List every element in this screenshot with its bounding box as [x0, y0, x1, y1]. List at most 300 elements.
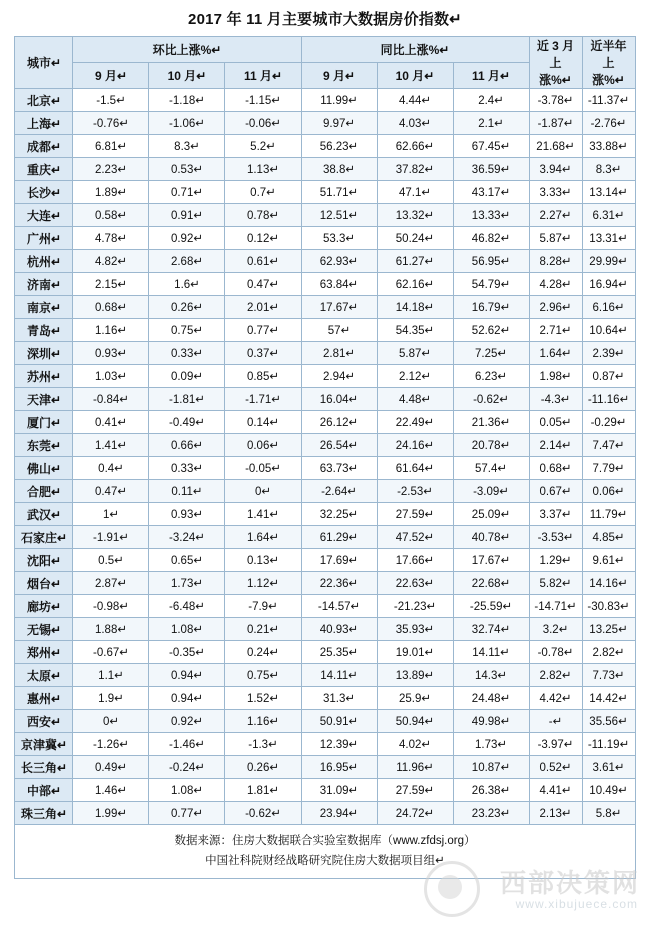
row-value: 0.09↵: [149, 365, 225, 388]
row-value: 4.78↵: [73, 227, 149, 250]
table-row: [15, 526, 635, 549]
row-value: 16.04↵: [301, 388, 377, 411]
table-row: [15, 181, 635, 204]
row-value: 1.29↵: [529, 549, 582, 572]
row-value: 2.94↵: [301, 365, 377, 388]
row-value: 4.03↵: [377, 112, 453, 135]
header-yoy-oct: 10 月↵: [377, 63, 453, 89]
row-value: 12.39↵: [301, 733, 377, 756]
header-group-mom: 环比上涨%↵: [73, 37, 301, 63]
row-value: 0.7↵: [225, 181, 301, 204]
row-value: 1.1↵: [73, 664, 149, 687]
row-value: 4.41↵: [529, 779, 582, 802]
header-row-1: [15, 37, 635, 63]
row-value: 5.87↵: [377, 342, 453, 365]
table-row: [15, 411, 635, 434]
row-value: 51.71↵: [301, 181, 377, 204]
row-value: 1.08↵: [149, 779, 225, 802]
row-value: 9.97↵: [301, 112, 377, 135]
row-value: 16.95↵: [301, 756, 377, 779]
row-value: 0.4↵: [73, 457, 149, 480]
row-value: 2.81↵: [301, 342, 377, 365]
row-value: 0.77↵: [225, 319, 301, 342]
row-value: 0.11↵: [149, 480, 225, 503]
page-title: 2017 年 11 月主要城市大数据房价指数↵: [188, 11, 462, 28]
row-value: 4.48↵: [377, 388, 453, 411]
row-value: 24.72↵: [377, 802, 453, 825]
row-value: 61.27↵: [377, 250, 453, 273]
row-value: 0.06↵: [582, 480, 635, 503]
footer-row: [15, 825, 635, 879]
row-value: 24.16↵: [377, 434, 453, 457]
row-value: 8.28↵: [529, 250, 582, 273]
row-value: 1.08↵: [149, 618, 225, 641]
row-value: 4.82↵: [73, 250, 149, 273]
row-value: -1.46↵: [149, 733, 225, 756]
row-value: 13.33↵: [453, 204, 529, 227]
row-value: -0.35↵: [149, 641, 225, 664]
row-value: 16.94↵: [582, 273, 635, 296]
row-city: 无锡↵: [15, 618, 73, 641]
row-value: 5.2↵: [225, 135, 301, 158]
row-value: 2.1↵: [453, 112, 529, 135]
row-value: -0.67↵: [73, 641, 149, 664]
row-value: 0.37↵: [225, 342, 301, 365]
header-3month-line2: 上涨%↵: [539, 56, 572, 87]
row-city: 长三角↵: [15, 756, 73, 779]
row-city: 北京↵: [15, 89, 73, 112]
row-value: 0.91↵: [149, 204, 225, 227]
row-value: -0.84↵: [73, 388, 149, 411]
row-value: 33.88↵: [582, 135, 635, 158]
row-value: 6.16↵: [582, 296, 635, 319]
row-value: 1.46↵: [73, 779, 149, 802]
row-value: 2.39↵: [582, 342, 635, 365]
row-value: 27.59↵: [377, 779, 453, 802]
row-value: 1.16↵: [73, 319, 149, 342]
row-value: 22.63↵: [377, 572, 453, 595]
row-value: 22.49↵: [377, 411, 453, 434]
row-city: 大连↵: [15, 204, 73, 227]
row-value: 0.47↵: [225, 273, 301, 296]
table-row: [15, 319, 635, 342]
row-value: 6.23↵: [453, 365, 529, 388]
data-source-line1: 数据来源：住房大数据联合实验室数据库（www.zfdsj.org）: [174, 835, 476, 847]
table-row: [15, 572, 635, 595]
row-city: 青岛↵: [15, 319, 73, 342]
header-mom-sep: 9 月↵: [73, 63, 149, 89]
table-row: [15, 365, 635, 388]
row-value: 8.3↵: [149, 135, 225, 158]
data-source-note: [15, 825, 635, 879]
row-value: -11.37↵: [582, 89, 635, 112]
row-value: 16.79↵: [453, 296, 529, 319]
row-value: 0.94↵: [149, 664, 225, 687]
table-row: [15, 135, 635, 158]
row-value: -0.76↵: [73, 112, 149, 135]
row-value: 50.91↵: [301, 710, 377, 733]
row-value: 0.93↵: [149, 503, 225, 526]
row-value: 6.81↵: [73, 135, 149, 158]
row-value: -1.18↵: [149, 89, 225, 112]
row-value: -14.71↵: [529, 595, 582, 618]
row-value: 17.69↵: [301, 549, 377, 572]
row-value: 0.53↵: [149, 158, 225, 181]
row-value: -25.59↵: [453, 595, 529, 618]
row-value: 2.01↵: [225, 296, 301, 319]
row-value: 2.68↵: [149, 250, 225, 273]
row-value: 0.52↵: [529, 756, 582, 779]
row-value: -1.06↵: [149, 112, 225, 135]
header-mom-nov: 11 月↵: [225, 63, 301, 89]
header-6month: [582, 37, 635, 89]
row-value: 54.79↵: [453, 273, 529, 296]
row-value: 0.92↵: [149, 227, 225, 250]
header-6month-line1: 近半年: [590, 39, 627, 53]
row-value: 2.71↵: [529, 319, 582, 342]
table-row: [15, 158, 635, 181]
table-row: [15, 388, 635, 411]
row-value: 4.85↵: [582, 526, 635, 549]
row-value: -2.76↵: [582, 112, 635, 135]
row-value: -11.19↵: [582, 733, 635, 756]
row-value: 11.79↵: [582, 503, 635, 526]
row-value: 1.73↵: [149, 572, 225, 595]
table-row: [15, 664, 635, 687]
row-value: 5.8↵: [582, 802, 635, 825]
table-footer: [15, 825, 635, 879]
table-row: [15, 89, 635, 112]
row-value: -0.06↵: [225, 112, 301, 135]
row-value: 23.94↵: [301, 802, 377, 825]
row-city: 长沙↵: [15, 181, 73, 204]
row-value: 3.33↵: [529, 181, 582, 204]
row-value: 25.35↵: [301, 641, 377, 664]
row-value: -1.5↵: [73, 89, 149, 112]
row-value: 1.12↵: [225, 572, 301, 595]
table-row: [15, 112, 635, 135]
row-city: 广州↵: [15, 227, 73, 250]
row-value: 62.93↵: [301, 250, 377, 273]
row-value: 20.78↵: [453, 434, 529, 457]
row-value: 31.09↵: [301, 779, 377, 802]
data-source-line2: 中国社科院财经战略研究院住房大数据项目组↵: [205, 854, 445, 867]
row-value: -21.23↵: [377, 595, 453, 618]
table-row: [15, 204, 635, 227]
row-city: 沈阳↵: [15, 549, 73, 572]
row-value: -0.05↵: [225, 457, 301, 480]
row-value: 47.52↵: [377, 526, 453, 549]
table-row: [15, 618, 635, 641]
row-value: 0.65↵: [149, 549, 225, 572]
row-value: 7.47↵: [582, 434, 635, 457]
row-value: 2.82↵: [582, 641, 635, 664]
row-value: 3.2↵: [529, 618, 582, 641]
row-value: 5.87↵: [529, 227, 582, 250]
row-value: 0.71↵: [149, 181, 225, 204]
row-city: 南京↵: [15, 296, 73, 319]
header-yoy-sep: 9 月↵: [301, 63, 377, 89]
table-row: [15, 480, 635, 503]
row-value: -7.9↵: [225, 595, 301, 618]
row-value: 0.12↵: [225, 227, 301, 250]
row-city: 厦门↵: [15, 411, 73, 434]
row-value: 0.05↵: [529, 411, 582, 434]
row-value: 13.89↵: [377, 664, 453, 687]
row-value: 31.3↵: [301, 687, 377, 710]
row-value: 7.79↵: [582, 457, 635, 480]
table-body: [15, 89, 635, 825]
header-group-yoy: 同比上涨%↵: [301, 37, 529, 63]
row-value: 61.64↵: [377, 457, 453, 480]
row-value: 17.67↵: [301, 296, 377, 319]
row-value: 4.28↵: [529, 273, 582, 296]
row-value: 1.52↵: [225, 687, 301, 710]
table-row: [15, 227, 635, 250]
row-value: 52.62↵: [453, 319, 529, 342]
row-value: 1.81↵: [225, 779, 301, 802]
row-value: 40.93↵: [301, 618, 377, 641]
row-value: 2.13↵: [529, 802, 582, 825]
row-value: 2.27↵: [529, 204, 582, 227]
row-value: -4.3↵: [529, 388, 582, 411]
table-row: [15, 503, 635, 526]
row-value: 2.96↵: [529, 296, 582, 319]
row-value: 0.14↵: [225, 411, 301, 434]
row-value: 0.33↵: [149, 457, 225, 480]
row-value: 40.78↵: [453, 526, 529, 549]
row-value: 61.29↵: [301, 526, 377, 549]
row-value: 0.77↵: [149, 802, 225, 825]
table-row: [15, 641, 635, 664]
row-value: 37.82↵: [377, 158, 453, 181]
row-value: 49.98↵: [453, 710, 529, 733]
row-value: 57.4↵: [453, 457, 529, 480]
table-row: [15, 273, 635, 296]
row-value: -0.98↵: [73, 595, 149, 618]
row-value: 22.36↵: [301, 572, 377, 595]
row-value: 14.11↵: [453, 641, 529, 664]
row-value: 14.3↵: [453, 664, 529, 687]
table-row: [15, 549, 635, 572]
row-value: -14.57↵: [301, 595, 377, 618]
row-value: 27.59↵: [377, 503, 453, 526]
row-value: 0↵: [225, 480, 301, 503]
row-value: 0.58↵: [73, 204, 149, 227]
row-city: 太原↵: [15, 664, 73, 687]
row-value: 56.23↵: [301, 135, 377, 158]
row-value: 50.24↵: [377, 227, 453, 250]
row-value: 11.96↵: [377, 756, 453, 779]
row-value: 63.84↵: [301, 273, 377, 296]
row-value: -3.24↵: [149, 526, 225, 549]
row-value: 1.64↵: [529, 342, 582, 365]
table-row: [15, 802, 635, 825]
row-value: 14.11↵: [301, 664, 377, 687]
row-city: 西安↵: [15, 710, 73, 733]
row-value: 1.03↵: [73, 365, 149, 388]
row-value: 4.02↵: [377, 733, 453, 756]
row-value: 3.37↵: [529, 503, 582, 526]
row-value: 1.41↵: [225, 503, 301, 526]
row-value: 32.74↵: [453, 618, 529, 641]
table-header: [15, 37, 635, 89]
row-value: -1.91↵: [73, 526, 149, 549]
row-value: -0.62↵: [453, 388, 529, 411]
row-city: 郑州↵: [15, 641, 73, 664]
table-row: [15, 595, 635, 618]
row-value: -1.71↵: [225, 388, 301, 411]
row-value: 32.25↵: [301, 503, 377, 526]
table-row: [15, 733, 635, 756]
row-value: 1.99↵: [73, 802, 149, 825]
table-row: [15, 342, 635, 365]
row-value: 56.95↵: [453, 250, 529, 273]
row-value: 2.4↵: [453, 89, 529, 112]
row-value: 1.16↵: [225, 710, 301, 733]
row-city: 杭州↵: [15, 250, 73, 273]
row-value: 12.51↵: [301, 204, 377, 227]
row-value: 17.67↵: [453, 549, 529, 572]
row-value: -3.97↵: [529, 733, 582, 756]
row-value: 14.42↵: [582, 687, 635, 710]
table-row: [15, 250, 635, 273]
row-value: 1.13↵: [225, 158, 301, 181]
row-value: 1↵: [73, 503, 149, 526]
row-value: 1.9↵: [73, 687, 149, 710]
row-value: 2.23↵: [73, 158, 149, 181]
row-value: 1.6↵: [149, 273, 225, 296]
row-value: 5.82↵: [529, 572, 582, 595]
row-value: 0.87↵: [582, 365, 635, 388]
watermark-sub-text: www.xibujuece.com: [515, 897, 638, 911]
row-value: 38.8↵: [301, 158, 377, 181]
row-value: 4.42↵: [529, 687, 582, 710]
header-6month-line2: 上涨%↵: [592, 56, 625, 87]
row-city: 中部↵: [15, 779, 73, 802]
row-value: 0.13↵: [225, 549, 301, 572]
row-value: -11.16↵: [582, 388, 635, 411]
table-row: [15, 457, 635, 480]
row-value: 1.73↵: [453, 733, 529, 756]
row-value: 26.38↵: [453, 779, 529, 802]
row-value: -1.87↵: [529, 112, 582, 135]
row-city: 京津冀↵: [15, 733, 73, 756]
row-value: 2.82↵: [529, 664, 582, 687]
row-value: 10.49↵: [582, 779, 635, 802]
row-value: 10.87↵: [453, 756, 529, 779]
row-value: 63.73↵: [301, 457, 377, 480]
row-value: 2.12↵: [377, 365, 453, 388]
row-value: -0.78↵: [529, 641, 582, 664]
row-value: 25.09↵: [453, 503, 529, 526]
row-value: -0.24↵: [149, 756, 225, 779]
table-row: [15, 434, 635, 457]
row-value: -3.09↵: [453, 480, 529, 503]
row-value: 0.26↵: [225, 756, 301, 779]
row-value: 0.49↵: [73, 756, 149, 779]
row-value: 2.14↵: [529, 434, 582, 457]
row-city: 天津↵: [15, 388, 73, 411]
row-city: 合肥↵: [15, 480, 73, 503]
row-value: 0.75↵: [149, 319, 225, 342]
header-city: 城市↵: [15, 37, 73, 89]
row-city: 武汉↵: [15, 503, 73, 526]
row-value: 1.98↵: [529, 365, 582, 388]
row-value: 3.61↵: [582, 756, 635, 779]
row-value: 36.59↵: [453, 158, 529, 181]
row-value: 14.18↵: [377, 296, 453, 319]
row-value: 46.82↵: [453, 227, 529, 250]
row-city: 重庆↵: [15, 158, 73, 181]
row-value: 29.99↵: [582, 250, 635, 273]
row-value: 19.01↵: [377, 641, 453, 664]
row-value: 0.68↵: [529, 457, 582, 480]
row-value: 0.61↵: [225, 250, 301, 273]
row-value: 2.15↵: [73, 273, 149, 296]
row-value: 62.16↵: [377, 273, 453, 296]
row-value: 24.48↵: [453, 687, 529, 710]
row-value: -0.49↵: [149, 411, 225, 434]
row-value: 14.16↵: [582, 572, 635, 595]
row-value: 0.06↵: [225, 434, 301, 457]
row-value: 0.93↵: [73, 342, 149, 365]
table-row: [15, 687, 635, 710]
row-value: -1.81↵: [149, 388, 225, 411]
row-value: 0.33↵: [149, 342, 225, 365]
row-value: 62.66↵: [377, 135, 453, 158]
row-value: -2.64↵: [301, 480, 377, 503]
row-value: -1.3↵: [225, 733, 301, 756]
row-value: 57↵: [301, 319, 377, 342]
row-value: 11.99↵: [301, 89, 377, 112]
row-value: -↵: [529, 710, 582, 733]
table-row: [15, 779, 635, 802]
row-value: 50.94↵: [377, 710, 453, 733]
row-value: 0.24↵: [225, 641, 301, 664]
row-value: 0.47↵: [73, 480, 149, 503]
row-value: 0.68↵: [73, 296, 149, 319]
row-value: -30.83↵: [582, 595, 635, 618]
row-value: 0.78↵: [225, 204, 301, 227]
table-row: [15, 710, 635, 733]
row-value: 47.1↵: [377, 181, 453, 204]
row-city: 廊坊↵: [15, 595, 73, 618]
row-value: 8.3↵: [582, 158, 635, 181]
row-city: 上海↵: [15, 112, 73, 135]
row-city: 石家庄↵: [15, 526, 73, 549]
row-value: 43.17↵: [453, 181, 529, 204]
header-mom-oct: 10 月↵: [149, 63, 225, 89]
row-value: -0.62↵: [225, 802, 301, 825]
row-city: 成都↵: [15, 135, 73, 158]
row-value: 35.56↵: [582, 710, 635, 733]
row-value: 0.26↵: [149, 296, 225, 319]
table-row: [15, 756, 635, 779]
row-city: 深圳↵: [15, 342, 73, 365]
row-value: -1.15↵: [225, 89, 301, 112]
row-value: 23.23↵: [453, 802, 529, 825]
row-value: 21.68↵: [529, 135, 582, 158]
row-city: 济南↵: [15, 273, 73, 296]
row-value: 0.75↵: [225, 664, 301, 687]
row-value: 26.12↵: [301, 411, 377, 434]
row-value: 21.36↵: [453, 411, 529, 434]
row-value: 67.45↵: [453, 135, 529, 158]
row-value: 1.41↵: [73, 434, 149, 457]
row-value: 13.25↵: [582, 618, 635, 641]
row-value: 17.66↵: [377, 549, 453, 572]
